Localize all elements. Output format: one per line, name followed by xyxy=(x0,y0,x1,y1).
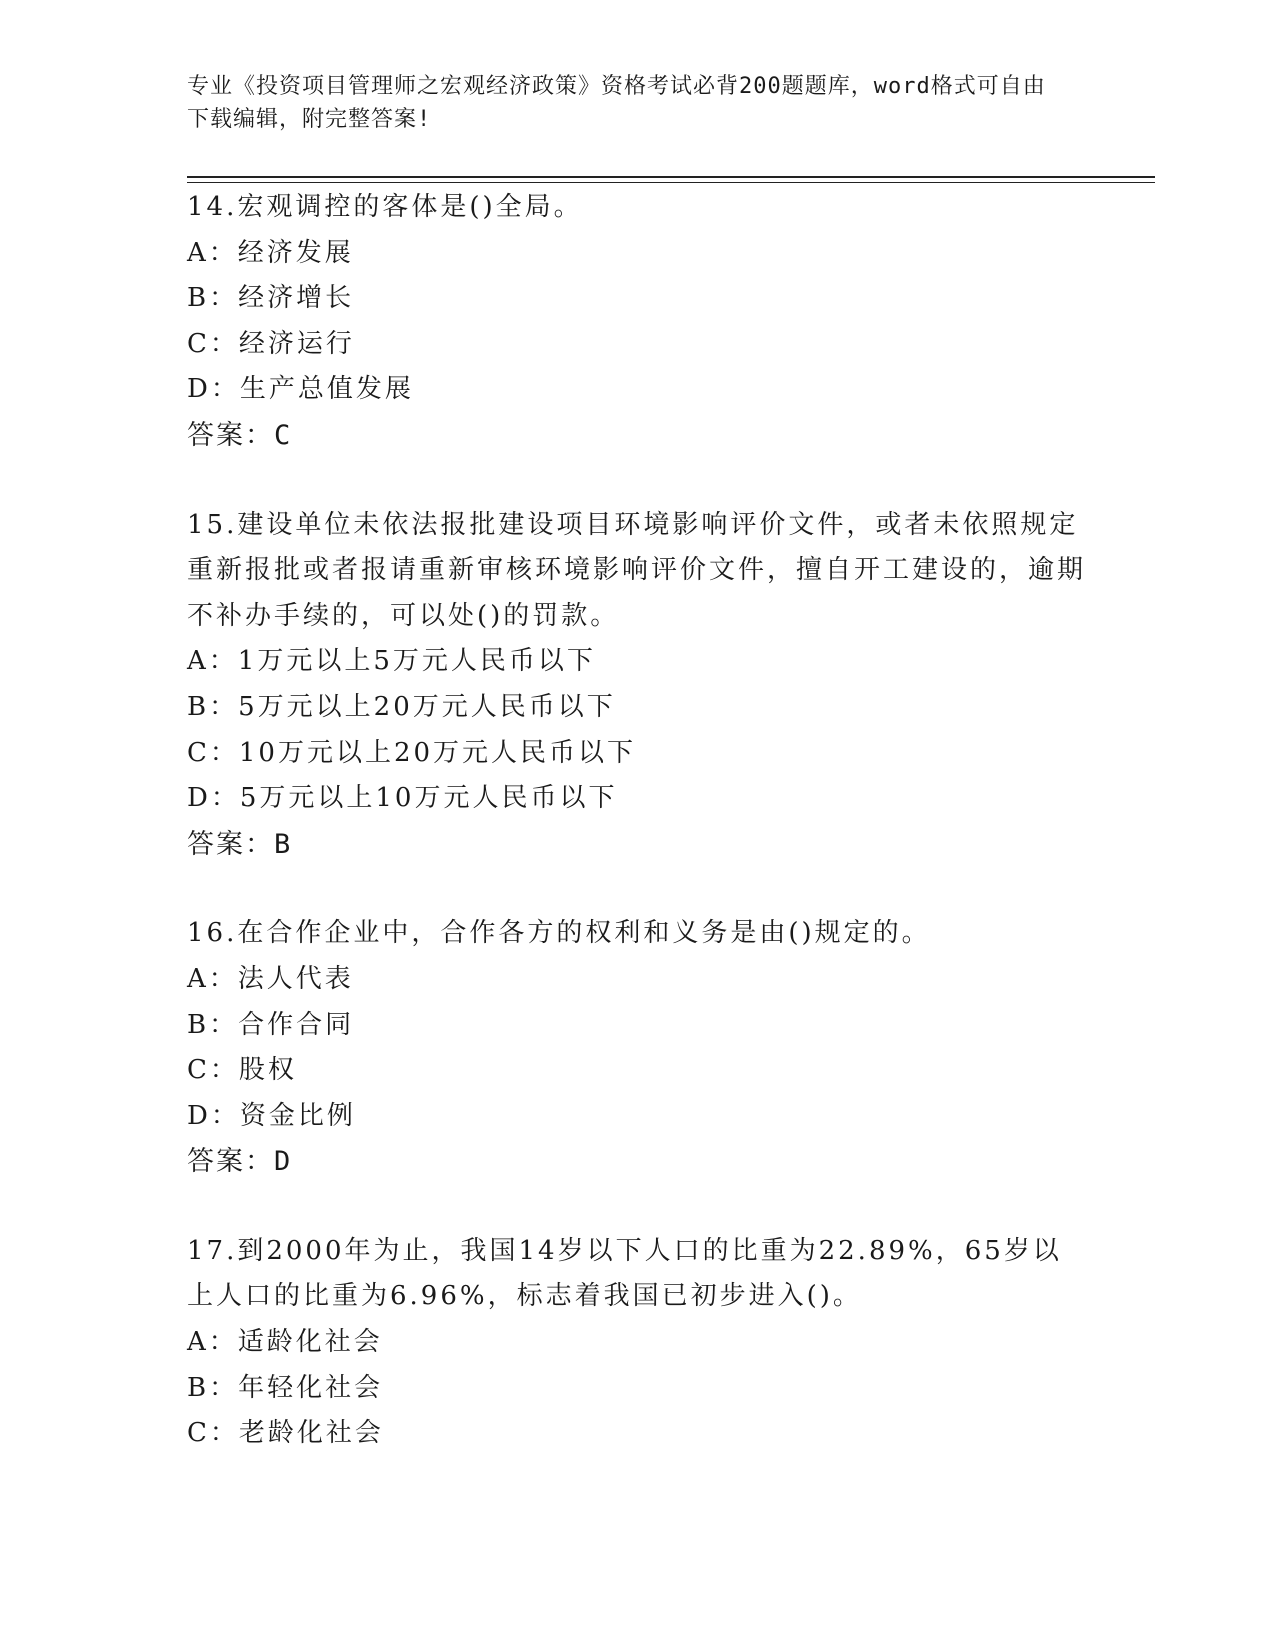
question-16 xyxy=(187,911,1087,1185)
header-rule-thick xyxy=(187,176,1155,178)
option-a: A：适龄化社会 xyxy=(187,1327,383,1358)
option-c: C：10万元以上20万元人民币以下 xyxy=(187,737,637,768)
answer-line: 答案：C xyxy=(187,419,293,451)
question-stem: 16.在合作企业中，合作各方的权利和义务是由()规定的。 xyxy=(187,918,931,949)
question-stem: 17.到2000年为止，我国14岁以下人口的比重为22.89%，65岁以上人口的比重为6.96%，标志着我国已初步进入()。 xyxy=(187,1235,1062,1312)
question-14 xyxy=(187,185,1087,459)
question-17 xyxy=(187,1229,1087,1457)
question-list xyxy=(187,185,1087,1457)
option-c: C：老龄化社会 xyxy=(187,1418,384,1449)
question-stem: 15.建设单位未依法报批建设项目环境影响评价文件，或者未依照规定重新报批或者报请重新审核环境影响评价文件，擅自开工建设的，逾期不补办手续的，可以处()的罚款。 xyxy=(187,509,1087,631)
option-d: D：资金比例 xyxy=(187,1100,356,1131)
header-rule-thin xyxy=(187,182,1155,183)
option-b: B：合作合同 xyxy=(187,1009,355,1040)
option-d: D：生产总值发展 xyxy=(187,374,414,405)
answer-line: 答案：B xyxy=(187,828,293,860)
option-c: C：股权 xyxy=(187,1055,297,1086)
option-d: D：5万元以上10万元人民币以下 xyxy=(187,783,618,814)
option-a: A：1万元以上5万元人民币以下 xyxy=(187,646,596,677)
answer-line: 答案：D xyxy=(187,1146,293,1178)
question-stem: 14.宏观调控的客体是()全局。 xyxy=(187,192,583,222)
option-c: C：经济运行 xyxy=(187,328,355,359)
option-b: B：经济增长 xyxy=(187,283,355,314)
option-a: A：经济发展 xyxy=(187,237,354,268)
option-b: B：5万元以上20万元人民币以下 xyxy=(187,691,616,722)
option-b: B：年轻化社会 xyxy=(187,1372,384,1403)
option-a: A：法人代表 xyxy=(187,963,354,994)
document-header: 专业《投资项目管理师之宏观经济政策》资格考试必背200题题库，word格式可自由下载编辑，附完整答案! xyxy=(187,74,1046,132)
question-15 xyxy=(187,503,1087,868)
